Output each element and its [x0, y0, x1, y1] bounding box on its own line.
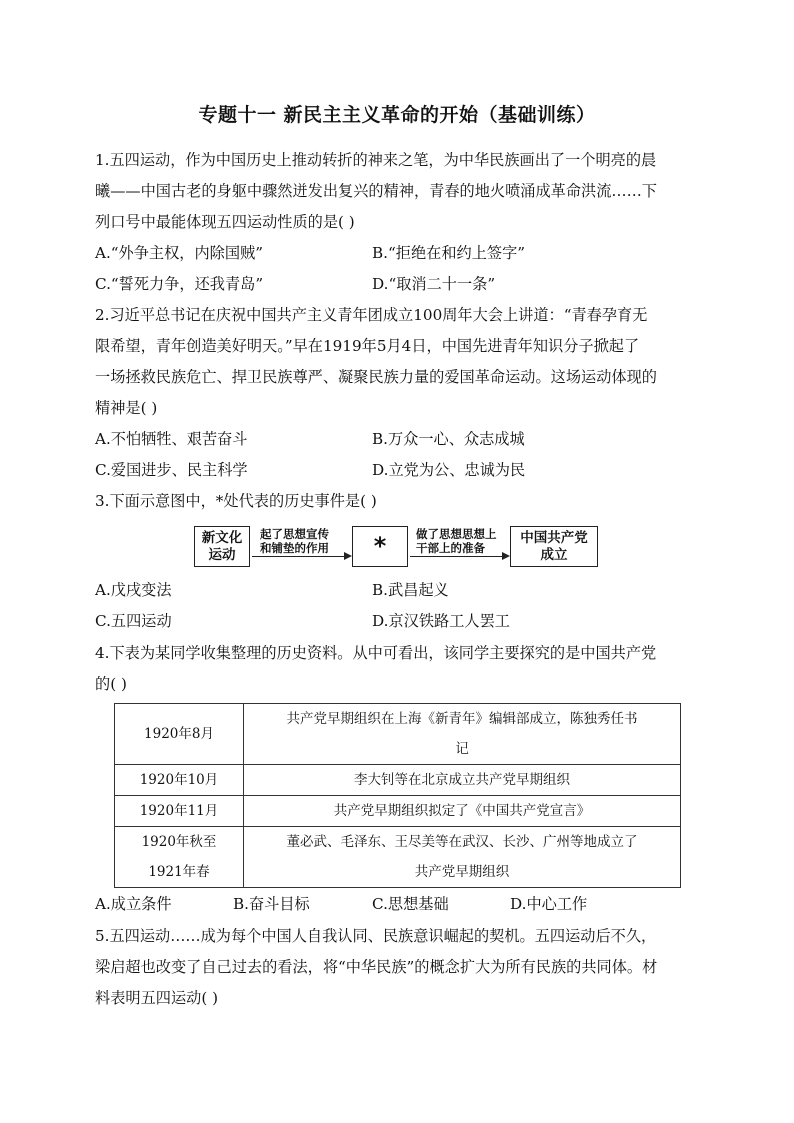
q4-line-1: 4.下表为某同学收集整理的历史资料。从中可看出，该同学主要探究的是中国共产党	[95, 644, 657, 662]
q2-option-d[interactable]: D.立党为公、忠诚为民	[372, 461, 526, 479]
q5-line-1: 5.五四运动……成为每个中国人自我认同、民族意识崛起的契机。五四运动后不久，	[95, 927, 657, 945]
diagram-arrow-2	[410, 556, 508, 557]
q2-option-a[interactable]: A.不怕牺牲、艰苦奋斗	[95, 430, 248, 448]
diagram-label-2: 做了思想思想上 干部上的准备	[416, 527, 497, 555]
q4-history-table	[114, 703, 681, 888]
q2-line-4: 精神是( )	[95, 399, 158, 417]
q3-option-a[interactable]: A.戊戌变法	[95, 581, 172, 599]
table-cell-event: 共产党早期组织在上海《新青年》编辑部成立，陈独秀任书 记	[244, 704, 681, 765]
diagram-box-unknown: *	[352, 526, 408, 567]
table-cell-event: 董必武、毛泽东、王尽美等在武汉、长沙、广州等地成立了 共产党早期组织	[244, 827, 681, 888]
diagram-arrow-1	[252, 556, 350, 557]
q2-option-b[interactable]: B.万众一心、众志成城	[372, 430, 525, 448]
q3-option-b[interactable]: B.武昌起义	[372, 581, 449, 599]
table-row	[115, 827, 681, 888]
q4-option-a[interactable]: A.成立条件	[95, 895, 172, 913]
q5-line-3: 料表明五四运动( )	[95, 989, 218, 1007]
q4-option-b[interactable]: B.奋斗目标	[233, 895, 310, 913]
q1-option-b[interactable]: B.“拒绝在和约上签字”	[372, 244, 526, 262]
q5-line-2: 梁启超也改变了自己过去的看法，将“中华民族”的概念扩大为所有民族的共同体。材	[95, 958, 658, 976]
q2-line-3: 一场拯救民族危亡、捍卫民族尊严、凝聚民族力量的爱国革命运动。这场运动体现的	[95, 368, 657, 386]
table-row	[115, 796, 681, 827]
diagram-box-cpc-founded: 中国共产党 成立	[510, 526, 598, 567]
table-cell-date: 1920年10月	[115, 765, 244, 796]
q1-option-a[interactable]: A.“外争主权，内除国贼”	[95, 244, 264, 262]
q1-line-2: 曦——中国古老的身躯中骤然迸发出复兴的精神，青春的地火喷涌成革命洪流……下	[95, 182, 657, 200]
q1-option-d[interactable]: D.“取消二十一条”	[372, 275, 496, 293]
q4-line-2: 的( )	[95, 675, 127, 693]
q2-line-1: 2.习近平总书记在庆祝中国共产主义青年团成立100周年大会上讲道：“青春孕育无	[95, 306, 648, 324]
page-title: 专题十一 新民主主义革命的开始（基础训练）	[198, 104, 596, 126]
table-row	[115, 704, 681, 765]
table-cell-date: 1920年11月	[115, 796, 244, 827]
q4-option-d[interactable]: D.中心工作	[510, 895, 588, 913]
q2-option-c[interactable]: C.爱国进步、民主科学	[95, 461, 248, 479]
table-cell-event: 李大钊等在北京成立共产党早期组织	[244, 765, 681, 796]
diagram-box-new-culture: 新文化 运动	[194, 526, 250, 567]
table-cell-date: 1920年秋至 1921年春	[115, 827, 244, 888]
q1-option-c[interactable]: C.“誓死力争，还我青岛”	[95, 275, 264, 293]
q3-line-1: 3.下面示意图中，*处代表的历史事件是( )	[95, 492, 377, 510]
table-cell-date: 1920年8月	[115, 704, 244, 765]
q4-option-c[interactable]: C.思想基础	[372, 895, 449, 913]
q3-option-c[interactable]: C.五四运动	[95, 612, 172, 630]
diagram-label-1: 起了思想宣传 和铺垫的作用	[260, 527, 329, 555]
q1-line-1: 1.五四运动，作为中国历史上推动转折的神来之笔，为中华民族画出了一个明亮的晨	[95, 151, 657, 169]
q1-line-3: 列口号中最能体现五四运动性质的是( )	[95, 213, 355, 231]
table-cell-event: 共产党早期组织拟定了《中国共产党宣言》	[244, 796, 681, 827]
table-row	[115, 765, 681, 796]
q2-line-2: 限希望，青年创造美好明天。”早在1919年5月4日，中国先进青年知识分子掀起了	[95, 337, 640, 355]
q3-option-d[interactable]: D.京汉铁路工人罢工	[372, 612, 510, 630]
